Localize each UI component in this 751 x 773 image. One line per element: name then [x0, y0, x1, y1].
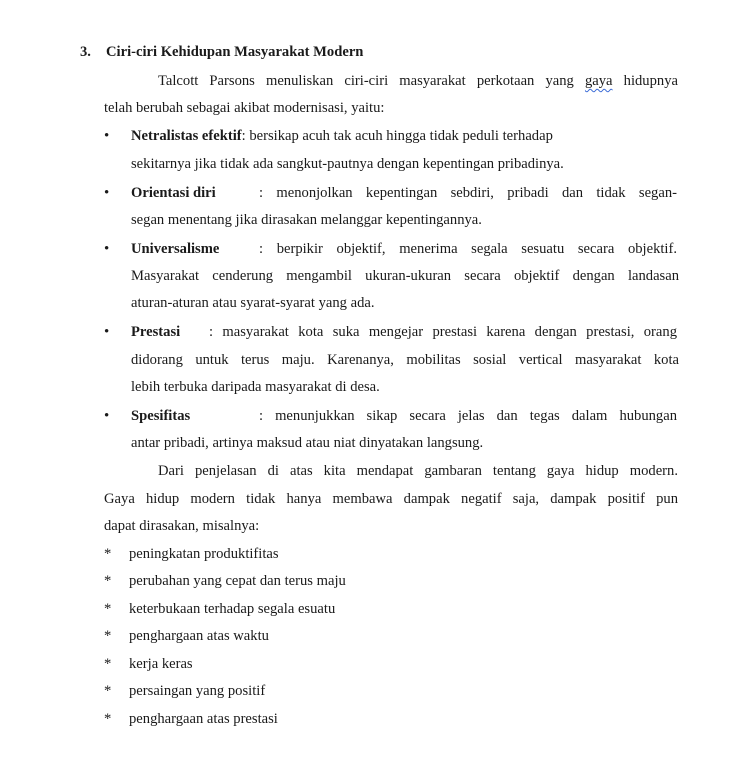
summary-line-1: Dari penjelasan di atas kita mendapat gambaran tentang gaya hidup modern.: [158, 463, 678, 479]
asterisk-bullet-icon: *: [104, 656, 112, 672]
asterisk-bullet-icon: *: [104, 683, 112, 699]
characteristic-desc: : menunjukkan sikap secara jelas dan tegas dalam hubungan: [259, 408, 677, 424]
summary-line-3: dapat dirasakan, misalnya:: [104, 518, 260, 534]
asterisk-bullet-icon: *: [104, 628, 112, 644]
characteristic-desc: : bersikap acuh tak acuh hingga tidak peduli terhadap: [241, 128, 553, 144]
characteristic-term: Orientasi diri: [131, 185, 216, 201]
characteristic-desc-cont: segan menentang jika dirasakan melanggar kepentingannya.: [131, 212, 482, 228]
section-number: 3.: [80, 44, 91, 60]
intro-line-2: telah berubah sebagai akibat modernisasi, yaitu:: [104, 100, 385, 116]
section-heading: [80, 44, 363, 61]
intro-text-b: hidupnya: [623, 73, 678, 89]
bullet-icon: •: [104, 324, 110, 340]
summary-line-2: Gaya hidup modern tidak hanya membawa dampak negatif saja, dampak positif pun: [104, 491, 678, 507]
characteristic-item: [131, 240, 679, 258]
characteristic-desc-cont: didorang untuk terus maju. Karenanya, mobilitas sosial vertical masyarakat kota: [131, 352, 679, 368]
characteristic-desc: : berpikir objektif, menerima segala sesuatu secara objektif.: [259, 241, 677, 257]
impact-list-item: kerja keras: [129, 656, 193, 672]
asterisk-bullet-icon: *: [104, 573, 112, 589]
characteristic-term: Netralistas efektif: [131, 128, 242, 144]
characteristic-desc: : masyarakat kota suka mengejar prestasi karena dengan prestasi, orang: [209, 324, 677, 340]
intro-line-1: [158, 72, 678, 90]
impact-list-item: perubahan yang cepat dan terus maju: [129, 573, 346, 589]
spellcheck-flagged-word: gaya: [584, 73, 613, 89]
section-title: Ciri-ciri Kehidupan Masyarakat Modern: [106, 44, 364, 60]
characteristic-desc-cont: sekitarnya jika tidak ada sangkut-pautnya dengan kepentingan pribadinya.: [131, 156, 564, 172]
impact-list-item: keterbukaan terhadap segala esuatu: [129, 601, 336, 617]
intro-text-a: Talcott Parsons menuliskan ciri-ciri masyarakat perkotaan yang: [158, 73, 574, 89]
asterisk-bullet-icon: *: [104, 711, 112, 727]
characteristic-term: Universalisme: [131, 241, 220, 257]
characteristic-item: [131, 127, 553, 145]
characteristic-term: Prestasi: [131, 324, 181, 340]
bullet-icon: •: [104, 408, 110, 424]
bullet-icon: •: [104, 185, 110, 201]
bullet-icon: •: [104, 128, 110, 144]
asterisk-bullet-icon: *: [104, 601, 112, 617]
asterisk-bullet-icon: *: [104, 546, 112, 562]
characteristic-desc: : menonjolkan kepentingan sebdiri, pribadi dan tidak segan-: [259, 185, 677, 201]
characteristic-item: [131, 407, 679, 425]
impact-list-item: persaingan yang positif: [129, 683, 266, 699]
characteristic-term: Spesifitas: [131, 408, 191, 424]
characteristic-desc-cont: antar pribadi, artinya maksud atau niat dinyatakan langsung.: [131, 435, 484, 451]
impact-list-item: penghargaan atas prestasi: [129, 711, 278, 727]
characteristic-item: [131, 184, 679, 202]
characteristic-desc-cont: lebih terbuka daripada masyarakat di desa.: [131, 379, 380, 395]
impact-list-item: peningkatan produktifitas: [129, 546, 279, 562]
characteristic-item: [131, 323, 679, 341]
impact-list-item: penghargaan atas waktu: [129, 628, 269, 644]
bullet-icon: •: [104, 241, 110, 257]
characteristic-desc-cont: Masyarakat cenderung mengambil ukuran-ukuran secara objektif dengan landasan: [131, 268, 679, 284]
characteristic-desc-cont: aturan-aturan atau syarat-syarat yang ada.: [131, 295, 375, 311]
